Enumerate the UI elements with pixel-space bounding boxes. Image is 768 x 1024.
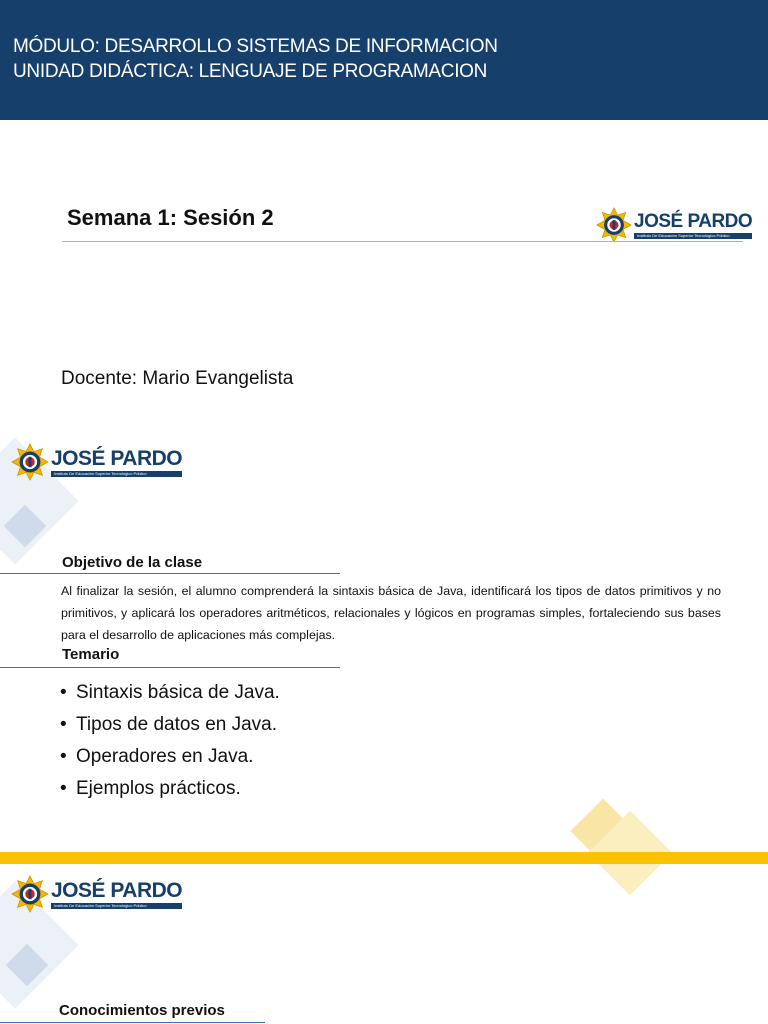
list-item <box>60 773 280 805</box>
logo-tagline: Instituto De Educación Superior Tecnológico Público <box>51 903 182 909</box>
list-item-text: Tipos de datos en Java. <box>76 714 278 735</box>
title-underline <box>62 241 743 242</box>
logo-brand: JOSÉ PARDO <box>51 878 183 902</box>
list-item <box>60 709 280 741</box>
list-item <box>60 677 280 709</box>
objective-underline <box>0 573 340 574</box>
institute-emblem-icon <box>11 443 49 481</box>
objective-text: Al finalizar la sesión, el alumno comprenderá la sintaxis básica de Java, identificará los tipos de datos primitivos y no primitivos, y aplicará los operadores aritméticos, relacionales y lógicos en programas simples, fortaleciendo sus bases para el desarrollo de aplicaciones más complejas. <box>61 584 721 642</box>
jose-pardo-logo-2 <box>11 443 182 481</box>
institute-emblem-icon <box>11 875 49 913</box>
teacher-name: Docente: Mario Evangelista <box>61 368 294 389</box>
syllabus-heading: Temario <box>62 646 120 663</box>
bullet-icon: • <box>60 682 67 703</box>
header-band <box>0 0 768 120</box>
session-title: Semana 1: Sesión 2 <box>67 205 274 230</box>
list-item-text: Ejemplos prácticos. <box>76 778 241 799</box>
logo-brand: JOSÉ PARDO <box>51 446 183 470</box>
unit-title: UNIDAD DIDÁCTICA: LENGUAJE DE PROGRAMACION <box>13 61 488 82</box>
logo-tagline: Instituto De Educación Superior Tecnológico Público <box>51 471 182 477</box>
logo-brand: JOSÉ PARDO <box>634 210 753 232</box>
bullet-icon: • <box>60 778 67 799</box>
jose-pardo-logo <box>596 207 752 243</box>
list-item-text: Sintaxis básica de Java. <box>76 682 280 703</box>
module-title: MÓDULO: DESARROLLO SISTEMAS DE INFORMACION <box>13 36 498 57</box>
syllabus-underline <box>0 667 340 668</box>
prior-knowledge-heading: Conocimientos previos <box>59 1002 225 1019</box>
logo-tagline: Instituto De Educación Superior Tecnológico Público <box>634 233 752 239</box>
list-item-text: Operadores en Java. <box>76 746 254 767</box>
syllabus-list <box>60 677 280 805</box>
prior-knowledge-underline <box>0 1022 265 1023</box>
jose-pardo-logo-3 <box>11 875 182 913</box>
bullet-icon: • <box>60 714 67 735</box>
bullet-icon: • <box>60 746 67 767</box>
institute-emblem-icon <box>596 207 632 243</box>
list-item <box>60 741 280 773</box>
gold-separator-band <box>0 852 768 864</box>
objective-heading: Objetivo de la clase <box>62 554 203 571</box>
